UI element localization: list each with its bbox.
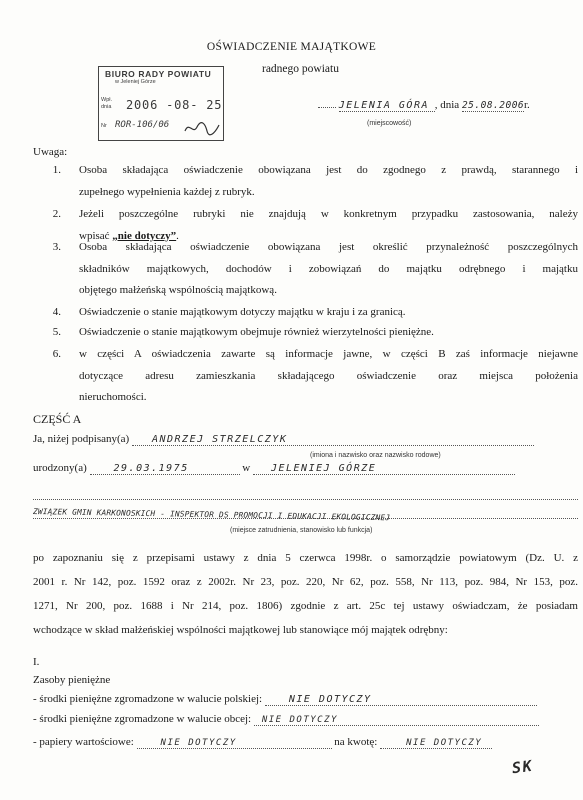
- birth-place-value: JELENIEJ GÓRZE: [253, 463, 515, 475]
- item-line: objętego małżeńską wspólnością majątkową.: [79, 284, 277, 296]
- stamp-number-label: Nr: [101, 123, 107, 129]
- uwaga-heading: Uwaga:: [33, 146, 68, 158]
- declarant-name-line: [33, 433, 578, 446]
- item-line: Oświadczenie o stanie majątkowym obejmuje również wierzytelności pieniężne.: [79, 326, 434, 338]
- stamp-office-city: w Jeleniej Górze: [115, 79, 156, 85]
- czesc-a-heading: CZĘŚĆ A: [33, 412, 82, 426]
- place-date-line: JELENIA GÓRA , dnia 25.08.2006r.: [318, 99, 530, 112]
- stamp-received-date: 2006 -08- 25: [126, 98, 223, 112]
- date-value: 25.08.2006: [461, 100, 525, 111]
- item-number: 5.: [52, 326, 61, 338]
- statute-paragraph-line: 2001 r. Nr 142, poz. 1592 oraz z 2002r. Nr 23, poz. 220, Nr 62, poz. 558, Nr 113, poz. 984, Nr 153, poz.: [33, 576, 578, 588]
- item-line: dotyczące adresu zamieszkania składającego oświadczenie oraz miejsca położenia: [79, 369, 578, 382]
- uwaga-item-3: [33, 237, 578, 303]
- birth-date-value: 29.03.1975: [90, 463, 240, 475]
- pln-funds-value: NIE DOTYCZY: [265, 694, 537, 706]
- item-line: wpisać „nie dotyczy”.: [79, 229, 179, 242]
- declarant-name-value: ANDRZEJ STRZELCZYK: [132, 434, 534, 446]
- section-i-number: I.: [33, 656, 40, 668]
- declarant-label: Ja, niżej podpisany(a): [33, 433, 130, 445]
- uwaga-item-1: [33, 160, 578, 204]
- blank-line: [33, 498, 578, 500]
- item-number: 1.: [52, 164, 61, 176]
- foreign-funds-value: NIE DOTYCZY: [254, 715, 539, 726]
- employment-caption: (miejsce zatrudnienia, stanowisko lub funkcja): [230, 527, 373, 534]
- document-subtitle: radnego powiatu: [262, 63, 339, 75]
- uwaga-item-6: [33, 344, 578, 410]
- pln-funds-label: - środki pieniężne zgromadzone w walucie polskiej:: [33, 693, 263, 705]
- registry-stamp: [98, 66, 224, 141]
- stamp-signature: [183, 119, 221, 137]
- item-line: Osoba składająca oświadczenie obowiązana jest do zgodnego z prawdą, starannego i: [79, 164, 578, 176]
- item-line: Jeżeli poszczególne rubryki nie znajdują w konkretnym przypadku zastosowania, należy: [79, 208, 578, 220]
- uwaga-item-4: [33, 302, 578, 324]
- nie-dotyczy-emphasis: „nie dotyczy”: [112, 229, 177, 242]
- item-number: 6.: [52, 348, 61, 360]
- foreign-funds-row: [33, 713, 578, 726]
- employment-value: ZWIĄZEK GMIN KARKONOSKICH - INSPEKTOR DS PROMOCJI I EDUKACJI EKOLOGICZNEJ: [32, 507, 391, 523]
- employment-line: [32, 507, 578, 523]
- item-number: 4.: [52, 306, 61, 318]
- item-line: nieruchomości.: [79, 391, 147, 403]
- statute-paragraph-line: wchodzące w skład małżeńskiej wspólności majątkowej lub stanowiące mój majątek odrębny:: [33, 624, 448, 636]
- uwaga-item-5: [33, 322, 578, 344]
- item-line: Osoba składająca oświadczenie obowiązana jest określić przynależność poszczególnych: [79, 241, 578, 253]
- item-line: w części A oświadczenia zawarte są informacje jawne, w części B zaś informacje niejawne: [79, 348, 578, 360]
- stamp-registry-number: ROR-106/06: [115, 120, 170, 130]
- pln-funds-row: [33, 693, 578, 706]
- page-initials: SK: [510, 756, 535, 778]
- stamp-office-name: BIURO RADY POWIATU: [105, 69, 212, 79]
- securities-value: NIE DOTYCZY: [137, 738, 332, 749]
- item-number: 3.: [52, 241, 61, 253]
- statute-paragraph-line: 1271, Nr 200, poz. 1688 i Nr 214, poz. 1806) zgodnie z art. 25c tej ustawy oświadczam, że posiadam: [33, 600, 578, 612]
- securities-amount-value: NIE DOTYCZY: [380, 738, 492, 749]
- foreign-funds-label: - środki pieniężne zgromadzone w walucie obcej:: [33, 713, 252, 725]
- birth-place-label: w: [242, 462, 251, 474]
- securities-amount-label: na kwotę:: [334, 736, 378, 748]
- section-i-heading: Zasoby pieniężne: [33, 674, 111, 686]
- item-line: zupełnego wypełnienia każdej z rubryk.: [79, 185, 255, 198]
- born-label: urodzony(a): [33, 462, 87, 474]
- birth-line: [33, 462, 578, 475]
- document-title: OŚWIADCZENIE MAJĄTKOWE: [206, 41, 377, 53]
- stamp-received-label: Wpł. dnia: [101, 97, 112, 110]
- place-value: JELENIA GÓRA: [339, 100, 435, 112]
- item-line: Oświadczenie o stanie majątkowym dotyczy majątku w kraju i za granicą.: [79, 306, 406, 318]
- date-label: dnia: [440, 99, 460, 111]
- securities-label: - papiery wartościowe:: [33, 736, 134, 748]
- statute-paragraph-line: po zapoznaniu się z przepisami ustawy z dnia 5 czerwca 1998r. o samorządzie powiatowym (Dz. U. z: [33, 552, 578, 564]
- item-number: 2.: [52, 208, 61, 220]
- place-caption: (miejscowość): [367, 120, 412, 127]
- name-caption: (imiona i nazwisko oraz nazwisko rodowe): [310, 452, 441, 459]
- date-suffix: r.: [523, 99, 530, 111]
- securities-row: [33, 736, 578, 749]
- item-line: składników majątkowych, dochodów i zobowiązań do majątku odrębnego i majątku: [79, 262, 578, 275]
